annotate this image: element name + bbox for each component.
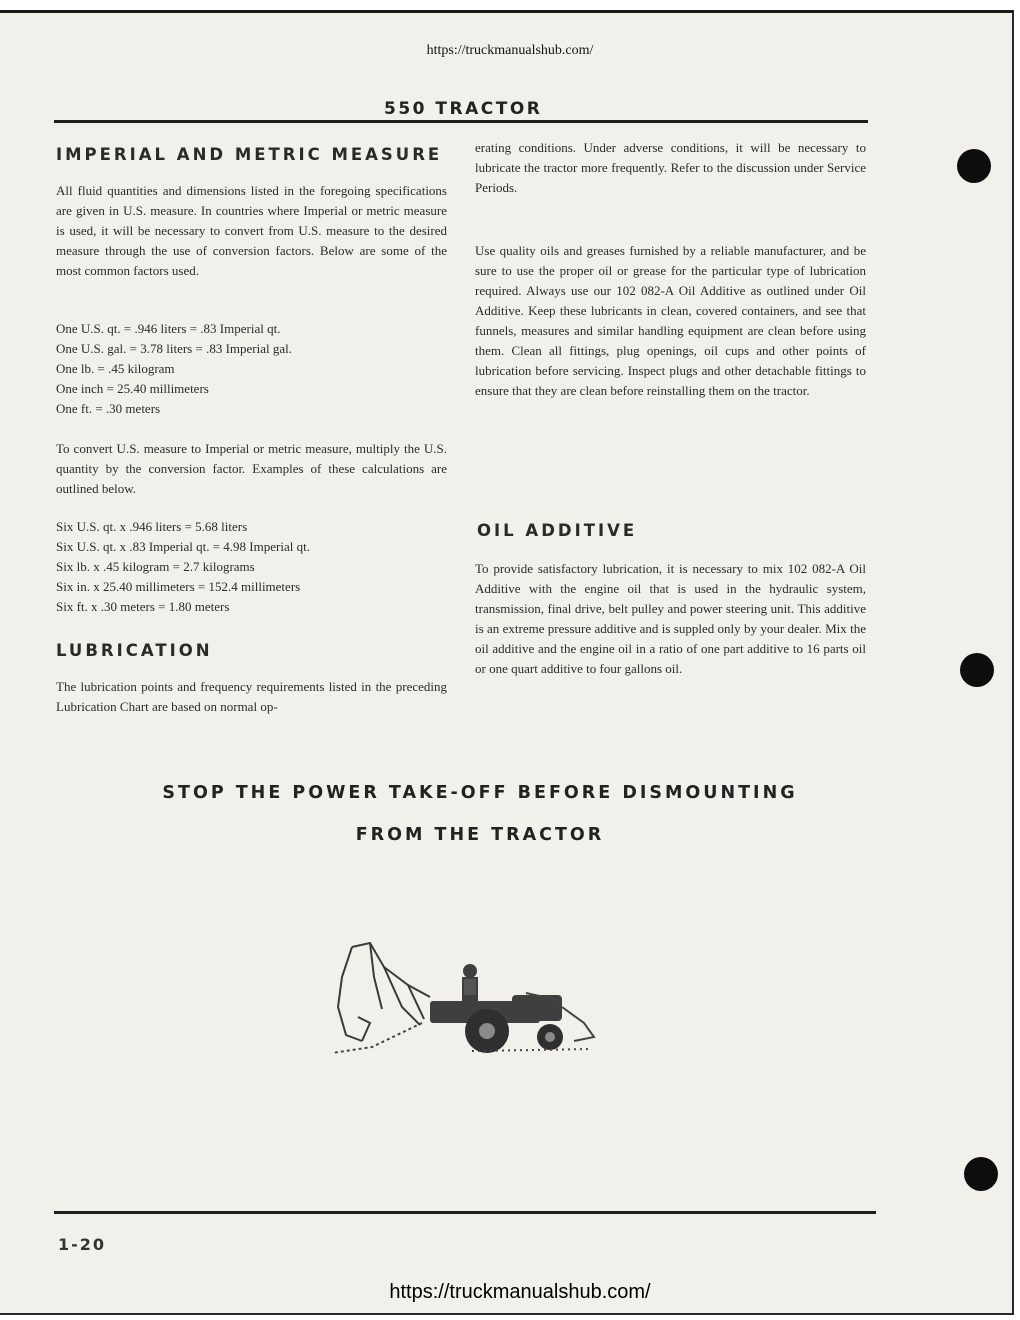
lubrication-paragraph bbox=[56, 677, 447, 717]
factor-item: One U.S. gal. = 3.78 liters = .83 Imperial gal. bbox=[56, 341, 292, 356]
quality-paragraph bbox=[475, 241, 866, 401]
binder-hole-icon bbox=[960, 653, 994, 687]
examples-list bbox=[56, 517, 447, 617]
imperial-intro bbox=[56, 181, 447, 281]
oil-additive-heading: OIL ADDITIVE bbox=[477, 521, 638, 540]
example-item: Six lb. x .45 kilogram = 2.7 kilograms bbox=[56, 559, 255, 574]
footer-rule bbox=[54, 1211, 876, 1214]
binder-hole-icon bbox=[964, 1157, 998, 1191]
example-item: Six U.S. qt. x .83 Imperial qt. = 4.98 Imperial qt. bbox=[56, 539, 310, 554]
lubrication-text-cont: erating conditions. Under adverse conditions, it will be necessary to lubricate the tractor more frequently. Refer to the discussion under Service Periods. bbox=[475, 140, 866, 195]
binder-hole-icon bbox=[957, 149, 991, 183]
manual-page bbox=[0, 10, 1014, 1315]
header-rule bbox=[54, 120, 868, 123]
example-item: Six ft. x .30 meters = 1.80 meters bbox=[56, 599, 230, 614]
imperial-intro-text: All fluid quantities and dimensions listed in the foregoing specifications are given in U.S. measure. In countries where Imperial or metric measure is used, it will be necessary to convert from U.S. measure to the desired measure through the use of conversion factors. Below are some of the most common factors used. bbox=[56, 183, 447, 278]
factor-item: One inch = 25.40 millimeters bbox=[56, 381, 209, 396]
lubrication-text-start: The lubrication points and frequency requirements listed in the preceding Lubrication Chart are based on normal op- bbox=[56, 679, 447, 714]
factor-item: One lb. = .45 kilogram bbox=[56, 361, 175, 376]
page-number: 1-20 bbox=[58, 1235, 107, 1254]
oil-additive-paragraph bbox=[475, 559, 866, 679]
conversion-factors-list bbox=[56, 319, 447, 419]
top-url[interactable]: https://truckmanualshub.com/ bbox=[426, 43, 594, 58]
example-item: Six U.S. qt. x .946 liters = 5.68 liters bbox=[56, 519, 248, 534]
page-header-title: 550 TRACTOR bbox=[384, 99, 543, 119]
lubrication-paragraph-continued bbox=[475, 138, 866, 198]
bottom-url[interactable]: https://truckmanualshub.com/ bbox=[389, 1281, 651, 1303]
quality-text: Use quality oils and greases furnished by a reliable manufacturer, and be sure to use the proper oil or grease for the particular type of lubrication required. Always use our 102 082-A Oil Additive as outlined under Oil Additive. Keep these lubricants in clean, covered containers, and see that funnels, measures and similar handling equipment are clean before using them. Clean all fittings, plug openings, oil cups and other points of lubrication before servicing. Inspect plugs and other detachable fittings to ensure that they are clean before reinstalling them on the tractor. bbox=[475, 243, 866, 398]
oil-additive-text: To provide satisfactory lubrication, it is necessary to mix 102 082-A Oil Additive with the engine oil that is used in the hydraulic system, transmission, final drive, belt pulley and power steering unit. This additive is an extreme pressure additive and is suppled only by your dealer. Mix the oil additive and the engine oil in a ratio of one part additive to 16 parts oil or one quart additive to four gallons oil. bbox=[475, 561, 866, 676]
tractor-backhoe-illustration bbox=[312, 937, 602, 1067]
convert-paragraph bbox=[56, 439, 447, 499]
factor-item: One ft. = .30 meters bbox=[56, 401, 161, 416]
convert-text: To convert U.S. measure to Imperial or metric measure, multiply the U.S. quantity by the conversion factor. Examples of these calculations are outlined below. bbox=[56, 441, 447, 496]
factor-item: One U.S. qt. = .946 liters = .83 Imperial qt. bbox=[56, 321, 281, 336]
lubrication-heading: LUBRICATION bbox=[56, 641, 213, 660]
warning-line-2: FROM THE TRACTOR bbox=[355, 825, 605, 845]
example-item: Six in. x 25.40 millimeters = 152.4 millimeters bbox=[56, 579, 301, 594]
warning-line-1: STOP THE POWER TAKE-OFF BEFORE DISMOUNTING bbox=[162, 783, 798, 803]
imperial-heading: IMPERIAL AND METRIC MEASURE bbox=[56, 145, 443, 164]
